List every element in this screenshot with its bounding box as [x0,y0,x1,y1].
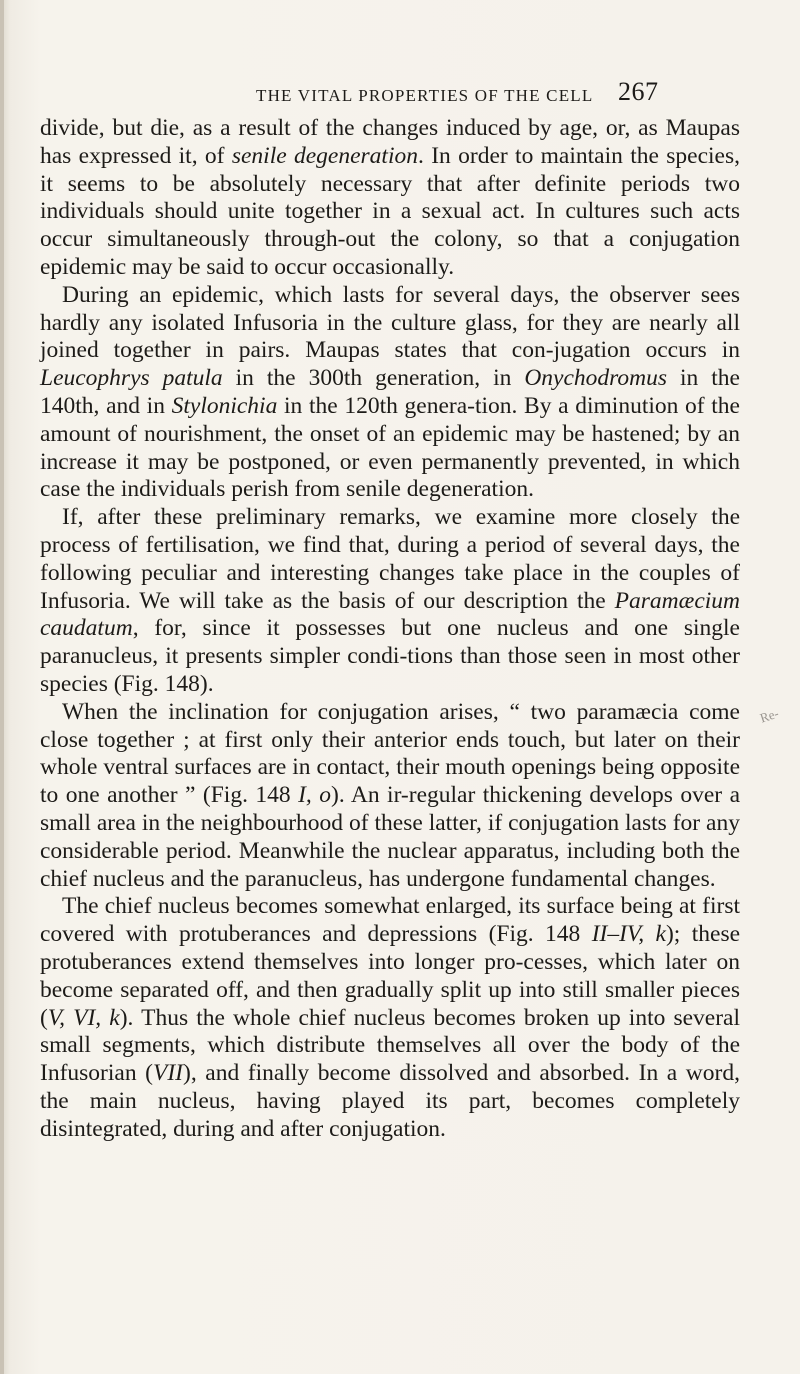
text-run: , for, since it possesses but one nucleus and one single paranucleus, it presents simpler condi-tions than those seen in most other species (Fig. 148). [40,615,740,697]
paragraph-5 [40,893,740,1143]
italic-species-name: Onychodromus [524,365,668,392]
text-run: The chief nucleus becomes somewhat enlarged, its surface being at first covered with protuberances and depressions (Fig. 148 [40,893,740,948]
paragraph-2 [40,282,740,504]
italic-figure-ref: I, o [298,782,332,809]
text-run: ), and finally become dissolved and absorbed. In a word, the main nucleus, having played its part, becomes completely disintegrated, during and after conjugation. [40,1060,740,1142]
text-run: divide, but die, as a result of the changes induced by age, or, as Maupas has expressed it, of [40,115,740,169]
pencil-margin-note: Re- [757,705,781,726]
italic-term: senile degeneration [231,142,418,169]
body-text [40,115,740,1143]
italic-species-name: Stylonichia [171,392,278,419]
text-run: During an epidemic, which lasts for several days, the observer sees hardly any isolated Infusoria in the culture glass, for they are nearly all joined together in pairs. Maupas states that con-jugation occurs in [40,281,740,364]
page-binding-edge [0,0,4,1374]
paragraph-4 [40,699,740,894]
italic-species-name: Leucophrys patula [40,365,223,392]
text-run: in the 300th generation, in [222,365,525,392]
text-run: ); these protuberances extend themselves into longer pro-cesses, which later on become separated off, and then gradually split up into still smaller pieces ( [40,921,741,1031]
page-number: 267 [618,77,659,106]
text-run: ). Thus the whole chief nucleus becomes broken up into several small segments, which distribute themselves all over the body of the Infusorian ( [40,1004,741,1087]
paragraph-3 [40,504,740,699]
text-run: in the 120th genera-tion. By a diminution of the amount of nourishment, the onset of an epidemic may be hastened; by an increase it may be postponed, or even permanently prevented, in which case the individuals perish from senile degeneration. [40,392,740,503]
text-run: . In order to maintain the species, it seems to be absolutely necessary that after definite periods two individuals should unite together in a sexual act. In cultures such acts occur simultaneously through-out the colony, so that a conjugation epidemic may be said to occur occasionally. [40,142,741,280]
text-run: in the 140th, and in [40,365,740,419]
text-run: When the inclination for conjugation arises, “ two paramæcia come close together ; at first only their anterior ends touch, but later on their whole ventral surfaces are in contact, their mouth openings being opposite to one another ” (Fig. 148 [40,698,740,809]
running-header: THE VITAL PROPERTIES OF THE CELL [256,86,594,105]
paragraph-1 [40,115,740,282]
text-run: If, after these preliminary remarks, we examine more closely the process of fertilisation, we find that, during a period of several days, the following peculiar and interesting changes take place in the couples of Infusoria. We will take as the basis of our description the [40,504,740,614]
italic-figure-ref: VII [153,1060,184,1087]
text-run: ). An ir-regular thickening develops over a small area in the neighbourhood of these latter, if conjugation lasts for any considerable period. Meanwhile the nuclear apparatus, including both the chief nucleus and the paranucleus, has undergone fundamental changes. [40,782,741,892]
italic-figure-ref: V, VI, k [47,1004,120,1031]
italic-species-name: Paramæcium caudatum [40,587,740,642]
italic-figure-ref: II–IV, k [591,921,666,948]
